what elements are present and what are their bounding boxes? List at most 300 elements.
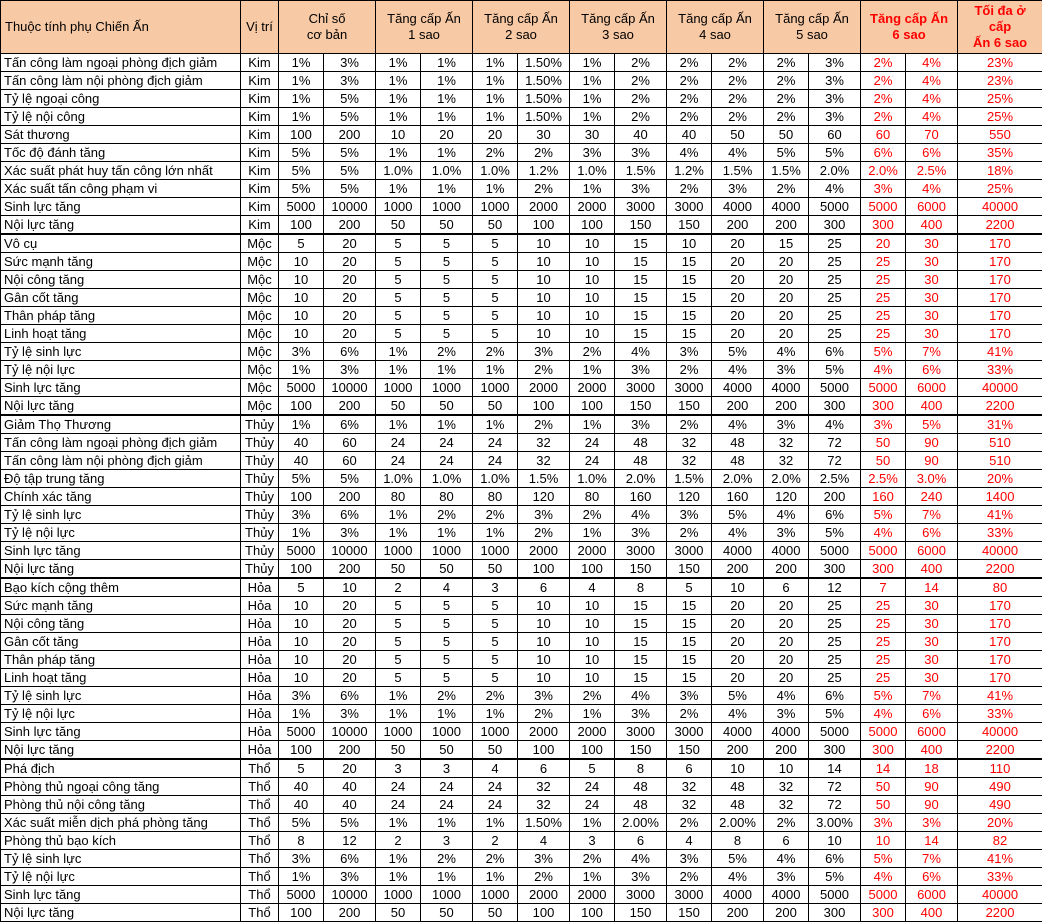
star3-max-cell: 3000 bbox=[615, 198, 667, 216]
star2-max-cell: 4 bbox=[518, 832, 570, 850]
header-upgrade-4-star: Tăng cấp Ấn 4 sao bbox=[667, 1, 764, 54]
star6-min-cell: 25 bbox=[861, 253, 906, 271]
star5-min-cell: 2% bbox=[764, 180, 809, 198]
star2-min-cell: 2% bbox=[473, 144, 518, 162]
star2-min-cell: 3 bbox=[473, 578, 518, 597]
max-total-cell: 40000 bbox=[958, 198, 1042, 216]
star5-min-cell: 20 bbox=[764, 289, 809, 307]
table-row bbox=[1, 144, 1042, 162]
star6-max-cell: 400 bbox=[906, 560, 958, 579]
star4-max-cell: 200 bbox=[712, 397, 764, 416]
attribute-cell: Tỷ lệ nội lực bbox=[1, 524, 241, 542]
star4-max-cell: 2% bbox=[712, 54, 764, 72]
attribute-cell: Sát thương bbox=[1, 126, 241, 144]
base-min-cell: 10 bbox=[279, 651, 324, 669]
max-total-cell: 170 bbox=[958, 289, 1042, 307]
star3-max-cell: 150 bbox=[615, 560, 667, 579]
star2-min-cell: 1000 bbox=[473, 886, 518, 904]
table-row bbox=[1, 90, 1042, 108]
star4-min-cell: 3% bbox=[667, 850, 712, 868]
position-cell: Thổ bbox=[241, 759, 279, 778]
base-max-cell: 200 bbox=[324, 216, 376, 235]
star2-max-cell: 10 bbox=[518, 289, 570, 307]
base-min-cell: 100 bbox=[279, 126, 324, 144]
table-row bbox=[1, 705, 1042, 723]
base-min-cell: 40 bbox=[279, 452, 324, 470]
star4-min-cell: 2% bbox=[667, 108, 712, 126]
star3-min-cell: 100 bbox=[570, 397, 615, 416]
star2-max-cell: 1.50% bbox=[518, 90, 570, 108]
star1-max-cell: 1% bbox=[421, 144, 473, 162]
star3-max-cell: 3% bbox=[615, 180, 667, 198]
attribute-cell: Sinh lực tăng bbox=[1, 379, 241, 397]
star4-min-cell: 15 bbox=[667, 289, 712, 307]
star3-min-cell: 2000 bbox=[570, 723, 615, 741]
star1-min-cell: 5 bbox=[376, 234, 421, 253]
star3-min-cell: 4 bbox=[570, 578, 615, 597]
star6-min-cell: 4% bbox=[861, 868, 906, 886]
star5-max-cell: 25 bbox=[809, 651, 861, 669]
position-cell: Mộc bbox=[241, 325, 279, 343]
star2-max-cell: 1.50% bbox=[518, 108, 570, 126]
star1-min-cell: 1% bbox=[376, 705, 421, 723]
star1-max-cell: 50 bbox=[421, 904, 473, 922]
base-min-cell: 100 bbox=[279, 904, 324, 922]
position-cell: Hỏa bbox=[241, 705, 279, 723]
star6-min-cell: 5% bbox=[861, 506, 906, 524]
position-cell: Kim bbox=[241, 72, 279, 90]
star4-max-cell: 4000 bbox=[712, 198, 764, 216]
star6-max-cell: 6% bbox=[906, 144, 958, 162]
star5-max-cell: 4% bbox=[809, 415, 861, 434]
star6-max-cell: 18 bbox=[906, 759, 958, 778]
base-min-cell: 10 bbox=[279, 615, 324, 633]
star3-max-cell: 3% bbox=[615, 705, 667, 723]
header-row bbox=[1, 1, 1042, 54]
star4-max-cell: 5% bbox=[712, 687, 764, 705]
base-max-cell: 20 bbox=[324, 669, 376, 687]
position-cell: Kim bbox=[241, 90, 279, 108]
position-cell: Kim bbox=[241, 126, 279, 144]
star1-min-cell: 1000 bbox=[376, 198, 421, 216]
max-total-cell: 33% bbox=[958, 361, 1042, 379]
max-total-cell: 170 bbox=[958, 669, 1042, 687]
star6-max-cell: 4% bbox=[906, 72, 958, 90]
star4-min-cell: 4 bbox=[667, 832, 712, 850]
star1-min-cell: 50 bbox=[376, 741, 421, 760]
star1-max-cell: 5 bbox=[421, 325, 473, 343]
star3-min-cell: 1% bbox=[570, 54, 615, 72]
star5-max-cell: 25 bbox=[809, 234, 861, 253]
star2-max-cell: 10 bbox=[518, 615, 570, 633]
star3-min-cell: 2% bbox=[570, 687, 615, 705]
star3-max-cell: 15 bbox=[615, 307, 667, 325]
star2-max-cell: 1.2% bbox=[518, 162, 570, 180]
table-row bbox=[1, 759, 1042, 778]
position-cell: Thủy bbox=[241, 524, 279, 542]
star3-min-cell: 2000 bbox=[570, 886, 615, 904]
position-cell: Hỏa bbox=[241, 723, 279, 741]
star6-max-cell: 4% bbox=[906, 90, 958, 108]
star6-max-cell: 400 bbox=[906, 216, 958, 235]
star4-max-cell: 20 bbox=[712, 307, 764, 325]
star2-max-cell: 100 bbox=[518, 741, 570, 760]
max-total-cell: 18% bbox=[958, 162, 1042, 180]
star5-max-cell: 25 bbox=[809, 271, 861, 289]
star3-max-cell: 2.00% bbox=[615, 814, 667, 832]
star6-max-cell: 400 bbox=[906, 397, 958, 416]
base-min-cell: 5000 bbox=[279, 198, 324, 216]
max-total-cell: 1400 bbox=[958, 488, 1042, 506]
table-row bbox=[1, 198, 1042, 216]
star3-max-cell: 3% bbox=[615, 524, 667, 542]
table-row bbox=[1, 415, 1042, 434]
star1-min-cell: 5 bbox=[376, 325, 421, 343]
star3-min-cell: 1% bbox=[570, 814, 615, 832]
star5-min-cell: 15 bbox=[764, 234, 809, 253]
base-max-cell: 5% bbox=[324, 162, 376, 180]
base-max-cell: 20 bbox=[324, 633, 376, 651]
attribute-cell: Tỷ lệ sinh lực bbox=[1, 343, 241, 361]
star4-min-cell: 3% bbox=[667, 506, 712, 524]
star3-min-cell: 2% bbox=[570, 850, 615, 868]
star6-min-cell: 3% bbox=[861, 814, 906, 832]
base-min-cell: 10 bbox=[279, 271, 324, 289]
star6-min-cell: 20 bbox=[861, 234, 906, 253]
star3-max-cell: 15 bbox=[615, 253, 667, 271]
star5-max-cell: 300 bbox=[809, 216, 861, 235]
table-row bbox=[1, 578, 1042, 597]
star4-min-cell: 32 bbox=[667, 778, 712, 796]
position-cell: Mộc bbox=[241, 379, 279, 397]
table-row bbox=[1, 687, 1042, 705]
star5-min-cell: 3% bbox=[764, 524, 809, 542]
star3-min-cell: 2% bbox=[570, 343, 615, 361]
star5-min-cell: 200 bbox=[764, 560, 809, 579]
star5-max-cell: 6% bbox=[809, 506, 861, 524]
star4-max-cell: 2% bbox=[712, 108, 764, 126]
star5-min-cell: 32 bbox=[764, 796, 809, 814]
star4-max-cell: 20 bbox=[712, 669, 764, 687]
star2-max-cell: 2% bbox=[518, 415, 570, 434]
star3-max-cell: 3000 bbox=[615, 379, 667, 397]
star1-max-cell: 1.0% bbox=[421, 470, 473, 488]
star4-min-cell: 15 bbox=[667, 651, 712, 669]
star1-max-cell: 24 bbox=[421, 434, 473, 452]
star6-min-cell: 5% bbox=[861, 687, 906, 705]
attribute-cell: Sức mạnh tăng bbox=[1, 253, 241, 271]
star6-max-cell: 30 bbox=[906, 325, 958, 343]
star6-min-cell: 2% bbox=[861, 90, 906, 108]
star6-min-cell: 5% bbox=[861, 850, 906, 868]
star1-max-cell: 3 bbox=[421, 832, 473, 850]
table-header bbox=[1, 1, 1042, 54]
star4-max-cell: 20 bbox=[712, 633, 764, 651]
star1-min-cell: 10 bbox=[376, 126, 421, 144]
star6-min-cell: 4% bbox=[861, 705, 906, 723]
star1-max-cell: 1% bbox=[421, 361, 473, 379]
star4-max-cell: 20 bbox=[712, 615, 764, 633]
star4-min-cell: 2% bbox=[667, 72, 712, 90]
star1-max-cell: 80 bbox=[421, 488, 473, 506]
star2-max-cell: 2000 bbox=[518, 379, 570, 397]
star3-min-cell: 80 bbox=[570, 488, 615, 506]
attribute-cell: Sinh lực tăng bbox=[1, 198, 241, 216]
star5-min-cell: 20 bbox=[764, 325, 809, 343]
star3-max-cell: 15 bbox=[615, 633, 667, 651]
base-max-cell: 3% bbox=[324, 524, 376, 542]
max-total-cell: 23% bbox=[958, 72, 1042, 90]
base-max-cell: 10000 bbox=[324, 723, 376, 741]
star4-max-cell: 10 bbox=[712, 759, 764, 778]
position-cell: Thủy bbox=[241, 452, 279, 470]
header-max-6-star: Tối đa ở cấp Ấn 6 sao bbox=[958, 1, 1042, 54]
position-cell: Mộc bbox=[241, 307, 279, 325]
star4-min-cell: 3000 bbox=[667, 379, 712, 397]
base-min-cell: 10 bbox=[279, 669, 324, 687]
star1-max-cell: 3 bbox=[421, 759, 473, 778]
position-cell: Thổ bbox=[241, 778, 279, 796]
star6-max-cell: 400 bbox=[906, 904, 958, 922]
max-total-cell: 510 bbox=[958, 434, 1042, 452]
star6-min-cell: 2.5% bbox=[861, 470, 906, 488]
base-min-cell: 5% bbox=[279, 144, 324, 162]
star1-min-cell: 1000 bbox=[376, 379, 421, 397]
star2-min-cell: 5 bbox=[473, 669, 518, 687]
max-total-cell: 35% bbox=[958, 144, 1042, 162]
star2-min-cell: 1% bbox=[473, 72, 518, 90]
star6-min-cell: 14 bbox=[861, 759, 906, 778]
star6-max-cell: 4% bbox=[906, 108, 958, 126]
base-max-cell: 200 bbox=[324, 904, 376, 922]
star2-min-cell: 24 bbox=[473, 452, 518, 470]
star3-min-cell: 2% bbox=[570, 506, 615, 524]
star2-min-cell: 2% bbox=[473, 687, 518, 705]
star3-max-cell: 2.0% bbox=[615, 470, 667, 488]
star6-min-cell: 25 bbox=[861, 289, 906, 307]
attribute-cell: Nội lực tăng bbox=[1, 560, 241, 579]
base-max-cell: 5% bbox=[324, 180, 376, 198]
star6-max-cell: 5% bbox=[906, 415, 958, 434]
table-row bbox=[1, 904, 1042, 922]
star6-max-cell: 30 bbox=[906, 651, 958, 669]
star6-min-cell: 50 bbox=[861, 778, 906, 796]
star1-max-cell: 5 bbox=[421, 615, 473, 633]
star5-max-cell: 5% bbox=[809, 144, 861, 162]
position-cell: Mộc bbox=[241, 271, 279, 289]
star2-max-cell: 2% bbox=[518, 868, 570, 886]
star5-max-cell: 72 bbox=[809, 452, 861, 470]
star5-min-cell: 200 bbox=[764, 216, 809, 235]
star6-max-cell: 2.5% bbox=[906, 162, 958, 180]
position-cell: Hỏa bbox=[241, 651, 279, 669]
star3-min-cell: 1% bbox=[570, 415, 615, 434]
star4-max-cell: 2% bbox=[712, 90, 764, 108]
star6-max-cell: 30 bbox=[906, 669, 958, 687]
star1-min-cell: 50 bbox=[376, 216, 421, 235]
star6-max-cell: 7% bbox=[906, 506, 958, 524]
star3-max-cell: 8 bbox=[615, 578, 667, 597]
star2-min-cell: 1% bbox=[473, 524, 518, 542]
star4-max-cell: 48 bbox=[712, 778, 764, 796]
star4-min-cell: 150 bbox=[667, 560, 712, 579]
max-total-cell: 550 bbox=[958, 126, 1042, 144]
base-max-cell: 20 bbox=[324, 325, 376, 343]
star3-max-cell: 3% bbox=[615, 144, 667, 162]
star6-min-cell: 25 bbox=[861, 271, 906, 289]
table-row bbox=[1, 162, 1042, 180]
star6-min-cell: 3% bbox=[861, 180, 906, 198]
star5-max-cell: 72 bbox=[809, 434, 861, 452]
star5-min-cell: 20 bbox=[764, 633, 809, 651]
star1-min-cell: 1% bbox=[376, 868, 421, 886]
star6-max-cell: 6000 bbox=[906, 542, 958, 560]
attribute-cell: Nội lực tăng bbox=[1, 741, 241, 760]
star3-min-cell: 100 bbox=[570, 741, 615, 760]
star6-min-cell: 300 bbox=[861, 216, 906, 235]
star5-max-cell: 3.00% bbox=[809, 814, 861, 832]
star3-min-cell: 1.0% bbox=[570, 470, 615, 488]
star3-max-cell: 2% bbox=[615, 108, 667, 126]
star2-min-cell: 5 bbox=[473, 289, 518, 307]
attribute-cell: Tấn công làm nội phòng địch giảm bbox=[1, 72, 241, 90]
star2-max-cell: 100 bbox=[518, 397, 570, 416]
star2-min-cell: 2 bbox=[473, 832, 518, 850]
star4-min-cell: 32 bbox=[667, 452, 712, 470]
star6-max-cell: 30 bbox=[906, 234, 958, 253]
star4-min-cell: 120 bbox=[667, 488, 712, 506]
attribute-cell: Gân cốt tăng bbox=[1, 633, 241, 651]
star5-max-cell: 60 bbox=[809, 126, 861, 144]
star5-max-cell: 5% bbox=[809, 524, 861, 542]
star4-min-cell: 15 bbox=[667, 253, 712, 271]
star5-min-cell: 4000 bbox=[764, 542, 809, 560]
star2-min-cell: 24 bbox=[473, 434, 518, 452]
star6-min-cell: 300 bbox=[861, 397, 906, 416]
attribute-cell: Tỷ lệ ngoại công bbox=[1, 90, 241, 108]
star2-max-cell: 32 bbox=[518, 452, 570, 470]
star6-max-cell: 240 bbox=[906, 488, 958, 506]
star5-min-cell: 10 bbox=[764, 759, 809, 778]
max-total-cell: 170 bbox=[958, 597, 1042, 615]
star1-min-cell: 5 bbox=[376, 253, 421, 271]
base-min-cell: 5% bbox=[279, 180, 324, 198]
position-cell: Hỏa bbox=[241, 669, 279, 687]
table-row bbox=[1, 54, 1042, 72]
star2-min-cell: 5 bbox=[473, 271, 518, 289]
attribute-cell: Xác suất phát huy tấn công lớn nhất bbox=[1, 162, 241, 180]
attribute-cell: Tấn công làm nội phòng địch giảm bbox=[1, 452, 241, 470]
star4-min-cell: 2% bbox=[667, 524, 712, 542]
star2-max-cell: 10 bbox=[518, 271, 570, 289]
max-total-cell: 40000 bbox=[958, 542, 1042, 560]
attribute-cell: Tỷ lệ nội lực bbox=[1, 868, 241, 886]
star4-max-cell: 4000 bbox=[712, 542, 764, 560]
star2-max-cell: 10 bbox=[518, 669, 570, 687]
position-cell: Thổ bbox=[241, 886, 279, 904]
base-min-cell: 8 bbox=[279, 832, 324, 850]
star3-max-cell: 2% bbox=[615, 54, 667, 72]
star4-max-cell: 10 bbox=[712, 578, 764, 597]
star3-max-cell: 15 bbox=[615, 289, 667, 307]
star5-max-cell: 300 bbox=[809, 560, 861, 579]
star2-min-cell: 2% bbox=[473, 343, 518, 361]
star1-max-cell: 1% bbox=[421, 868, 473, 886]
base-min-cell: 5 bbox=[279, 759, 324, 778]
star5-min-cell: 200 bbox=[764, 397, 809, 416]
base-min-cell: 1% bbox=[279, 108, 324, 126]
star2-min-cell: 1% bbox=[473, 868, 518, 886]
table-row bbox=[1, 850, 1042, 868]
star3-max-cell: 15 bbox=[615, 669, 667, 687]
star6-max-cell: 7% bbox=[906, 343, 958, 361]
base-max-cell: 20 bbox=[324, 271, 376, 289]
star6-max-cell: 4% bbox=[906, 54, 958, 72]
position-cell: Kim bbox=[241, 216, 279, 235]
star4-max-cell: 200 bbox=[712, 741, 764, 760]
attribute-cell: Tỷ lệ sinh lực bbox=[1, 506, 241, 524]
star5-max-cell: 3% bbox=[809, 54, 861, 72]
star6-min-cell: 5000 bbox=[861, 198, 906, 216]
star1-max-cell: 1000 bbox=[421, 886, 473, 904]
star5-max-cell: 3% bbox=[809, 108, 861, 126]
star1-min-cell: 1% bbox=[376, 361, 421, 379]
star4-min-cell: 4% bbox=[667, 144, 712, 162]
max-total-cell: 41% bbox=[958, 850, 1042, 868]
star4-min-cell: 2% bbox=[667, 705, 712, 723]
table-row bbox=[1, 796, 1042, 814]
star2-min-cell: 50 bbox=[473, 397, 518, 416]
base-min-cell: 40 bbox=[279, 434, 324, 452]
star2-min-cell: 20 bbox=[473, 126, 518, 144]
table-row bbox=[1, 343, 1042, 361]
star3-min-cell: 10 bbox=[570, 597, 615, 615]
base-max-cell: 200 bbox=[324, 741, 376, 760]
position-cell: Hỏa bbox=[241, 578, 279, 597]
star3-min-cell: 2000 bbox=[570, 198, 615, 216]
base-max-cell: 10000 bbox=[324, 542, 376, 560]
star2-max-cell: 32 bbox=[518, 796, 570, 814]
star6-max-cell: 30 bbox=[906, 597, 958, 615]
position-cell: Kim bbox=[241, 108, 279, 126]
base-min-cell: 5% bbox=[279, 162, 324, 180]
star3-min-cell: 30 bbox=[570, 126, 615, 144]
base-max-cell: 3% bbox=[324, 361, 376, 379]
star3-max-cell: 15 bbox=[615, 615, 667, 633]
star2-max-cell: 120 bbox=[518, 488, 570, 506]
star4-max-cell: 4% bbox=[712, 361, 764, 379]
base-max-cell: 5% bbox=[324, 90, 376, 108]
star6-min-cell: 7 bbox=[861, 578, 906, 597]
star1-min-cell: 1% bbox=[376, 72, 421, 90]
star1-min-cell: 50 bbox=[376, 560, 421, 579]
max-total-cell: 40000 bbox=[958, 379, 1042, 397]
star5-min-cell: 3% bbox=[764, 415, 809, 434]
table-row bbox=[1, 633, 1042, 651]
star5-max-cell: 5000 bbox=[809, 542, 861, 560]
star6-max-cell: 6000 bbox=[906, 379, 958, 397]
star3-min-cell: 2000 bbox=[570, 379, 615, 397]
star4-max-cell: 20 bbox=[712, 234, 764, 253]
star2-min-cell: 50 bbox=[473, 216, 518, 235]
star1-max-cell: 1% bbox=[421, 180, 473, 198]
star1-min-cell: 1% bbox=[376, 90, 421, 108]
star1-max-cell: 1% bbox=[421, 72, 473, 90]
star4-min-cell: 150 bbox=[667, 904, 712, 922]
star6-min-cell: 300 bbox=[861, 904, 906, 922]
star2-max-cell: 100 bbox=[518, 904, 570, 922]
table-row bbox=[1, 379, 1042, 397]
